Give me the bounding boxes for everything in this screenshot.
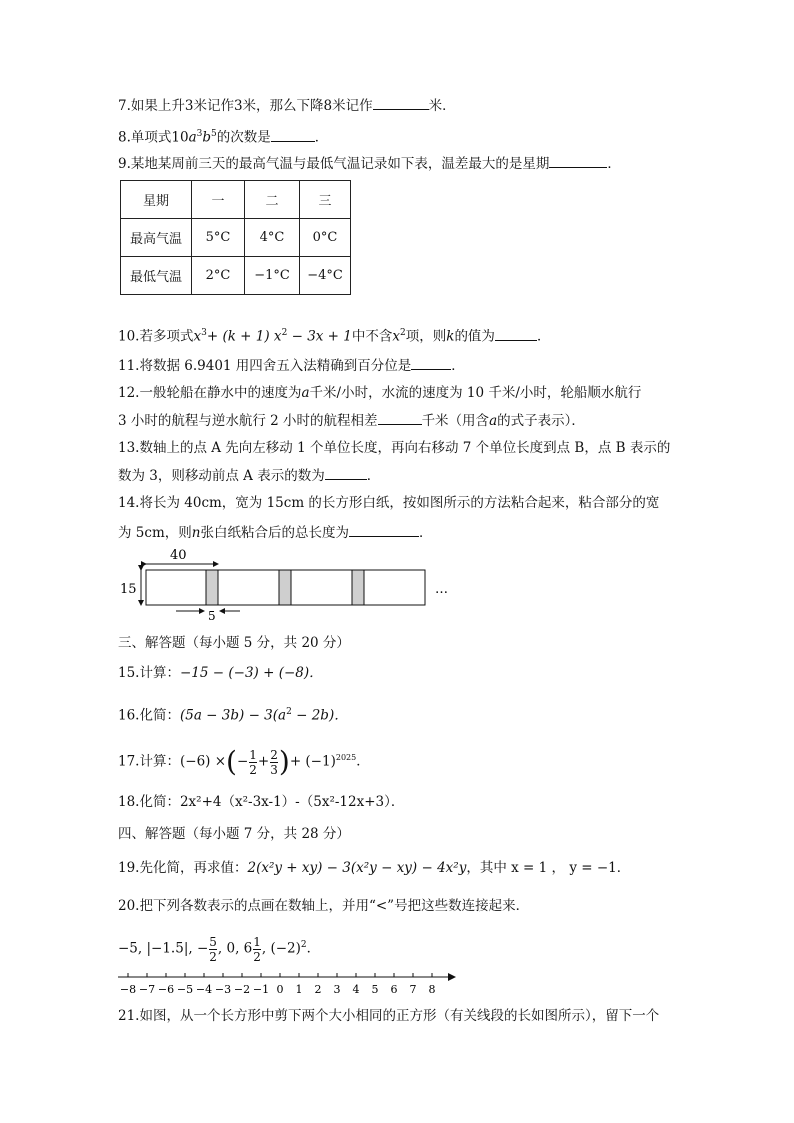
exponent: 2 [281,328,288,338]
number-line-arrow [448,973,456,981]
math-term: + (k + 1) x [206,328,282,345]
question-9-text: 9.某地某周前三天的最高气温与最低气温记录如下表，温差最大的是星期 [118,156,550,172]
math-var-a: a [489,413,498,429]
question-8 [118,124,328,148]
table-row [121,257,351,295]
exponent: 5 [211,129,217,139]
temperature-table [120,180,351,295]
question-12-text: 12.一般轮船在静水中的速度为 [118,385,302,401]
question-14-text: 张白纸粘合后的总长度为 [200,525,349,541]
punctuation: ． [366,468,381,484]
punctuation: ． [451,358,465,374]
fraction-denominator: 2 [249,762,257,777]
question-12-text: 千米/小时，水流的速度为 10 千米/小时，轮船顺水航行 [309,385,642,401]
table-header-row [121,181,351,219]
strip-rectangles [146,570,425,605]
glued-overlap [206,570,218,605]
question-13-text: 数为 3，则移动前点 A 表示的数为 [118,468,325,484]
fraction [209,935,217,964]
monomial-var-a: a [188,129,197,146]
number-line-tick-label: 1 [295,983,303,996]
exponent: 2 [400,328,406,338]
question-14-text: 14.将长为 40cm，宽为 15cm 的长方形白纸，按如图所示的方法粘合起来，粘合部分的宽 [118,495,660,511]
question-18-text: 18.化简：2x²+4（x²-3x-1）-（5x²-12x+3）． [118,794,405,810]
number-line-tick-label: 8 [428,983,436,996]
math-expression: , (−2) [261,940,301,957]
number-line-tick-label: −8 [119,983,137,996]
table-cell: −1°C [245,257,300,295]
exponent: 3 [196,129,203,139]
fraction-numerator: 5 [209,934,217,949]
width-label: 15 [120,582,137,597]
question-12-line-2 [118,410,585,431]
number-line-tick-label: −7 [138,983,156,996]
number-line-tick-label: −2 [233,983,251,996]
answer-blank[interactable] [349,522,419,537]
question-14-line-2 [118,522,432,543]
question-8-prefix: 8.单项式 [118,129,172,146]
punctuation: ． [314,129,329,146]
punctuation: ． [607,156,621,172]
answer-blank[interactable] [495,326,537,341]
table-row [121,219,351,257]
question-10-mid2: 项，则 [405,328,447,345]
question-19-condition: ，其中 x = 1 ， y = −1． [466,860,631,876]
fraction-numerator: 1 [249,747,257,762]
fraction-denominator: 3 [270,762,278,777]
math-var-a: a [301,385,310,401]
table-header-cell: 二 [245,181,300,219]
answer-blank[interactable] [373,95,429,110]
question-10-prefix: 10.若多项式 [118,328,194,345]
fraction [253,935,261,964]
number-line-tick-label: 2 [314,983,322,996]
question-16 [118,702,348,726]
math-expression: + (−1) [289,753,336,770]
table-cell: 5°C [192,219,245,257]
exponent: 2 [300,940,307,950]
number-line-tick-label: 4 [352,983,360,996]
answer-blank[interactable] [549,153,607,168]
math-expression: (−6) × [179,753,227,770]
question-21-text: 21.如图，从一个长方形中剪下两个大小相同的正方形（有关线段的长如图所示），留下一个 [118,1008,660,1024]
section-heading: 三、解答题（每小题 5 分，共 20 分） [118,635,350,651]
number-line-tick-label: 6 [390,983,398,996]
question-7-suffix: 米． [428,98,456,114]
question-8-suffix: 的次数是 [216,129,271,146]
question-label: 15.计算： [118,665,180,681]
math-expression: −5, |−1.5|, − [118,940,209,957]
question-14-text: 为 5cm，则 [118,525,192,541]
question-7 [118,95,456,116]
math-var-n: n [191,525,201,541]
question-10-suffix: 的值为 [454,328,495,345]
math-expression: −15 − (−3) + (−8)． [179,665,323,681]
question-13-text: 13.数轴上的点 A 先向左移动 1 个单位长度，再向右移动 7 个单位长度到点 B，点 B 表示的 [118,440,671,456]
fraction [249,748,257,777]
question-10-mid: 中不含 [351,328,393,345]
section-heading: 四、解答题（每小题 7 分，共 28 分） [118,826,350,842]
table-header-cell: 星期 [121,181,192,219]
number-line-ticks [120,973,436,996]
question-label: 17.计算： [118,753,180,770]
question-13-line-2 [118,465,380,486]
glued-overlap [352,570,364,605]
math-term: x [193,328,202,345]
number-line-tick-label: 7 [409,983,417,996]
number-line-tick-label: 3 [333,983,341,996]
table-cell: 最高气温 [121,219,192,257]
punctuation: ． [306,940,321,957]
table-header-cell: 一 [192,181,245,219]
answer-blank[interactable] [378,410,422,425]
table-header-cell: 三 [300,181,351,219]
table-cell: 0°C [300,219,351,257]
exponent: 2025 [335,753,357,762]
fraction-numerator: 1 [253,934,261,949]
fraction-numerator: 2 [270,747,278,762]
monomial-var-b: b [202,129,212,146]
number-line-tick-label: −1 [252,983,270,996]
math-expression: , 0, 6 [217,940,253,957]
paper-strip-figure [110,545,470,621]
question-11 [118,355,465,376]
table-cell: 最低气温 [121,257,192,295]
question-12-text: 千米（用含 [421,413,490,429]
table-cell: −4°C [300,257,351,295]
number-line-tick-label: −6 [157,983,175,996]
question-14-line-1 [118,493,659,513]
question-15 [118,663,323,683]
number-line-tick-label: −5 [176,983,194,996]
monomial-coefficient: 10 [171,129,189,146]
number-line-tick-label: −3 [214,983,232,996]
glued-overlap [279,570,291,605]
number-line-tick-label: 5 [371,983,379,996]
math-var-k: k [446,328,455,345]
question-20 [118,896,529,916]
table-cell: 2°C [192,257,245,295]
fraction [270,748,278,777]
fraction-denominator: 2 [253,949,261,964]
punctuation: ． [536,328,551,345]
math-operator: − [236,753,249,770]
punctuation: ． [418,525,433,541]
length-label: 40 [170,548,187,563]
question-18 [118,792,404,812]
exponent: 2 [286,707,292,717]
table-cell: 4°C [245,219,300,257]
question-20-numbers [118,928,320,966]
question-20-text: 20.把下列各数表示的点画在数轴上，并用“<”号把这些数连接起来． [118,898,530,914]
number-line-tick-label: 0 [276,983,284,996]
section-3-heading [118,633,350,653]
math-expression: (5a − 3b) − 3(a [179,707,287,724]
ellipsis: … [435,582,448,597]
question-12-line-1 [118,383,641,403]
overlap-label: 5 [208,609,216,621]
fraction-denominator: 2 [209,949,217,964]
math-term: x [392,328,401,345]
punctuation: ． [356,753,370,770]
answer-blank[interactable] [325,465,367,480]
question-17 [118,740,370,780]
open-paren: ( [226,745,237,778]
question-label: 16.化简： [118,707,180,724]
question-12-text: 的式子表示）． [497,413,585,429]
question-21 [118,1006,659,1026]
math-term: − 3x + 1 [287,328,352,345]
exponent: 3 [201,328,207,338]
question-11-text: 11.将数据 6.9401 用四舍五入法精确到百分位是 [118,358,412,374]
question-12-text: 3 小时的航程与逆水航行 2 小时的航程相差 [118,413,378,429]
math-expression: − 2b)． [291,707,348,724]
section-4-heading [118,824,350,844]
question-19 [118,858,630,878]
question-9 [118,153,621,174]
question-7-text: 7.如果上升3米记作3米，那么下降8米记作 [118,98,373,114]
answer-blank[interactable] [271,127,315,142]
math-operator: + [257,753,270,770]
answer-blank[interactable] [411,355,451,370]
close-paren: ) [278,745,290,778]
question-10 [118,323,550,347]
math-expression: 2(x²y + xy) − 3(x²y − xy) − 4x²y [247,860,467,876]
number-line[interactable] [112,968,462,998]
question-label: 19.先化简，再求值： [118,860,248,876]
number-line-tick-label: −4 [195,983,213,996]
question-13-line-1 [118,438,670,458]
